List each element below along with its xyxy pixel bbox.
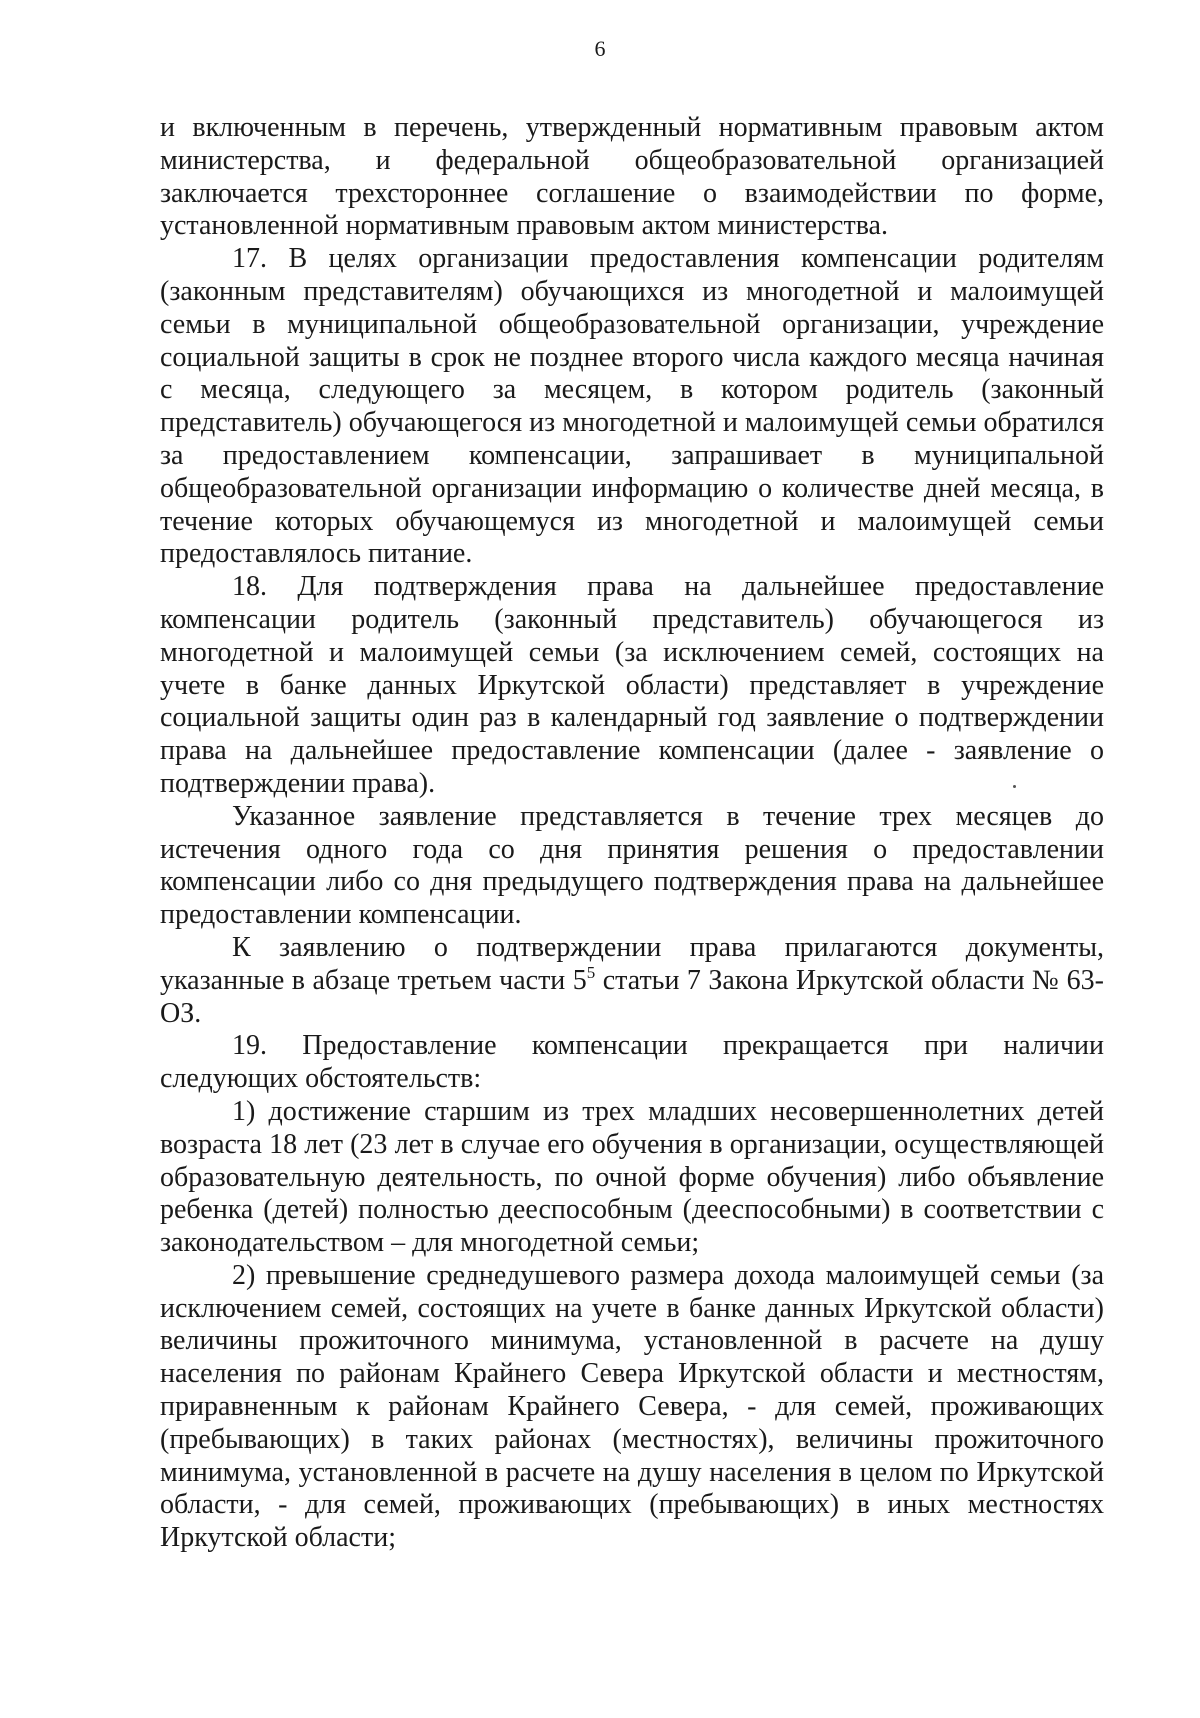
paragraph-19-item-1: 1) достижение старшим из трех младших несовершеннолетних детей возраста 18 лет (23 лет в случае его обучения в организации, осуществляющей образовательную деятельность, по очной форме обучения) либо объявление ребенка (детей) полностью дееспособным (дееспособными) в соответствии с законодательством – для многодетной семьи; [160,1095,1104,1259]
paragraph-attached-documents [160,932,1104,1030]
attached-documents-text-end: статьи 7 Закона Иркутской области № 63-ОЗ. [160,964,1104,1029]
paragraph-18: 18. Для подтверждения права на дальнейшее предоставление компенсации родитель (законный представитель) обучающегося из многодетной и малоимущей семьи (за исключением семей, состоящих на учете в банке данных Иркутской области) представляет в учреждение социальной защиты один раз в календарный год заявление о подтверждении права на дальнейшее предоставление компенсации (далее - заявление о подтверждении права). [160,571,1104,799]
paragraph-17: 17. В целях организации предоставления компенсации родителям (законным представителям) обучающихся из многодетной и малоимущей семьи в муниципальной общеобразовательной организации, учреждение социальной защиты в срок не позднее второго числа каждого месяца начиная с месяца, следующего за месяцем, в котором родитель (законный представитель) обучающегося из многодетной и малоимущей семьи обратился за предоставлением компенсации, запрашивает в муниципальной общеобразовательной организации информацию о количестве дней месяца, в течение которых обучающемуся из многодетной и малоимущей семьи предоставлялось питание. [160,243,1104,570]
paragraph-continuation: и включенным в перечень, утвержденный нормативным правовым актом министерства, и федеральной общеобразовательной организацией заключается трехстороннее соглашение о взаимодействии по форме, установленной нормативным правовым актом министерства. [160,112,1104,242]
paragraph-19: 19. Предоставление компенсации прекращается при наличии следующих обстоятельств: [160,1030,1104,1095]
scan-speck [1013,785,1016,788]
paragraph-19-item-2: 2) превышение среднедушевого размера дохода малоимущей семьи (за исключением семей, состоящих на учете в банке данных Иркутской области) величины прожиточного минимума, установленной в расчете на душу населения по районам Крайнего Севера Иркутской области и местностям, приравненным к районам Крайнего Севера, - для семей, проживающих (пребывающих) в таких районах (местностях), величины прожиточного минимума, установленной в расчете на душу населения в целом по Иркутской области, - для семей, проживающих (пребывающих) в иных местностях Иркутской области; [160,1259,1104,1554]
superscript-part-number: 5 [586,962,596,982]
page-number: 6 [594,36,606,61]
document-body [160,112,1104,1555]
attached-documents-text-start: К заявлению о подтверждении права прилагаются документы, указанные в абзаце третьем части 5 [160,931,1104,996]
paragraph-application-deadline: Указанное заявление представляется в течение трех месяцев до истечения одного года со дня принятия решения о предоставлении компенсации либо со дня предыдущего подтверждения права на дальнейшее предоставлении компенсации. [160,800,1104,931]
